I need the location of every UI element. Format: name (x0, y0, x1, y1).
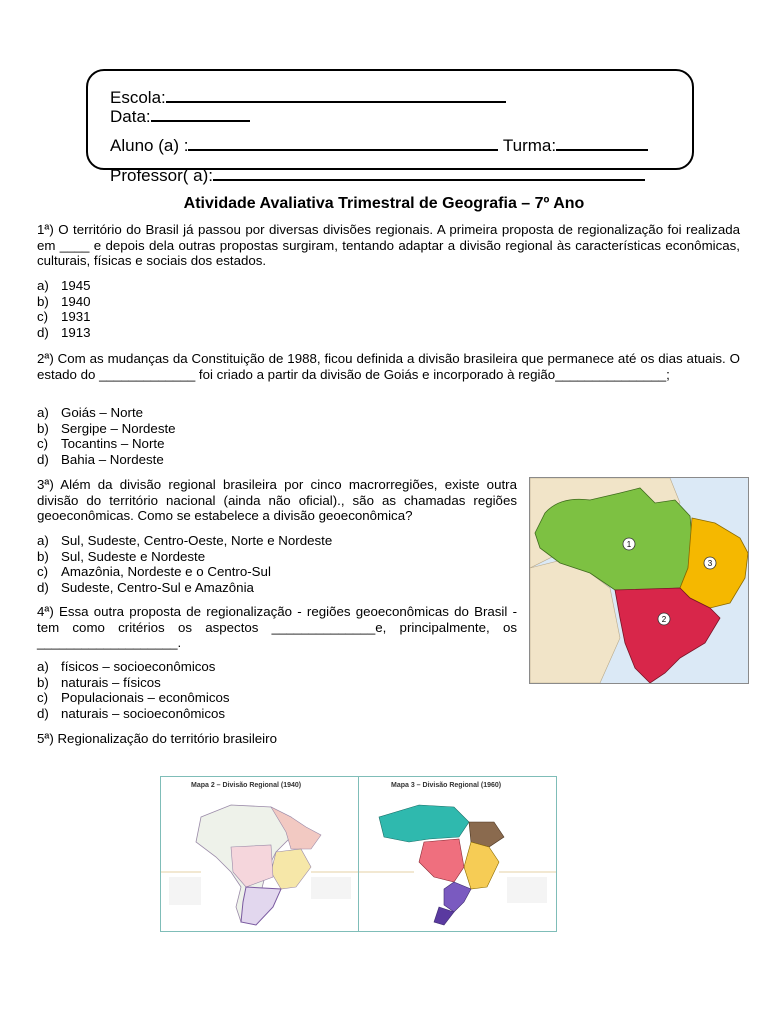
question-2-text: Com as mudanças da Constituição de 1988, ficou definida a divisão brasileira que permanece até os dias atuais. O estado do _____________ foi criado a partir da divisão de Goiás e incorporado à região_______________; (37, 351, 740, 382)
question-3 (37, 477, 517, 524)
aluno-line (110, 135, 648, 156)
question-2-number: 2ª) (37, 351, 54, 366)
option-1d[interactable]: d) 1913 (37, 324, 91, 340)
turma-label: Turma: (502, 136, 557, 155)
option-1c[interactable]: c) 1931 (37, 309, 91, 324)
geoeconomic-map-image (530, 478, 748, 683)
data-field[interactable] (151, 106, 250, 122)
map-1940-image (161, 777, 358, 931)
question-1 (37, 222, 740, 269)
option-1b[interactable]: b) 1940 (37, 293, 91, 309)
question-4-options (37, 659, 230, 721)
question-5-text: Regionalização do território brasileiro (57, 731, 277, 746)
question-2 (37, 351, 740, 382)
option-1a[interactable]: a) 1945 (37, 278, 91, 293)
question-1-options (37, 278, 91, 340)
option-3b[interactable]: b) Sul, Sudeste e Nordeste (37, 548, 206, 564)
professor-label: Professor( a): (110, 166, 213, 185)
turma-field[interactable] (556, 135, 648, 151)
question-1-number: 1ª) (37, 222, 54, 237)
escola-label: Escola: (110, 88, 166, 107)
map-label-1: 1 (626, 540, 632, 549)
option-3d[interactable]: d) Sudeste, Centro-Sul e Amazônia (37, 579, 254, 595)
question-1-text: O território do Brasil já passou por diversas divisões regionais. A primeira proposta de regionalização foi realizada em ____ e depois dela outras propostas surgiram, tentando adaptar a divisão regional às características econômicas, culturais, físicas e sociais dos estados. (37, 222, 741, 268)
data-label: Data: (110, 107, 151, 126)
question-3-text: Além da divisão regional brasileira por cinco macrorregiões, existe outra divisão do território nacional (ainda não oficial)., são as chamadas regiões geoeconômicas. Como se estabelece a divisão geoeconômica? (37, 477, 517, 523)
question-5-number: 5ª) (37, 731, 54, 746)
question-3-number: 3ª) (37, 477, 54, 492)
option-2a[interactable]: a) Goiás – Norte (37, 405, 144, 420)
map-1940-figure (160, 776, 359, 932)
question-3-options (37, 533, 332, 595)
geoeconomic-map (529, 477, 749, 684)
question-4-text: Essa outra proposta de regionalização - regiões geoeconômicas do Brasil - tem como critérios os aspectos ______________e, principalmente, os ___________________. (37, 604, 517, 650)
escola-line (110, 87, 506, 108)
map-1940-title: Mapa 2 – Divisão Regional (1940) (191, 782, 302, 789)
option-3c[interactable]: c) Amazônia, Nordeste e o Centro-Sul (37, 564, 271, 579)
option-4b[interactable]: b) naturais – físicos (37, 674, 161, 690)
page-title: Atividade Avaliativa Trimestral de Geografia – 7º Ano (183, 195, 585, 212)
question-5 (37, 731, 740, 747)
option-4d[interactable]: d) naturais – socioeconômicos (37, 705, 226, 721)
option-2c[interactable]: c) Tocantins – Norte (37, 436, 165, 451)
question-4 (37, 604, 517, 651)
question-2-options (37, 405, 176, 467)
escola-field[interactable] (166, 87, 506, 103)
map-1960-image (359, 777, 556, 931)
aluno-field[interactable] (188, 135, 498, 151)
map-label-2: 2 (661, 615, 667, 624)
data-line (110, 106, 250, 127)
professor-field[interactable] (213, 165, 645, 181)
map-1960-figure (358, 776, 557, 932)
option-4a[interactable]: a) físicos – socioeconômicos (37, 659, 216, 674)
option-3a[interactable]: a) Sul, Sudeste, Centro-Oeste, Norte e Nordeste (37, 533, 333, 548)
map-label-3: 3 (707, 559, 713, 568)
question-4-number: 4ª) (37, 604, 54, 619)
option-2d[interactable]: d) Bahia – Nordeste (37, 451, 164, 467)
aluno-label: Aluno (a) : (110, 136, 189, 155)
professor-line (110, 165, 645, 186)
map-1960-title: Mapa 3 – Divisão Regional (1960) (391, 782, 502, 789)
option-2b[interactable]: b) Sergipe – Nordeste (37, 420, 176, 436)
option-4c[interactable]: c) Populacionais – econômicos (37, 690, 230, 705)
